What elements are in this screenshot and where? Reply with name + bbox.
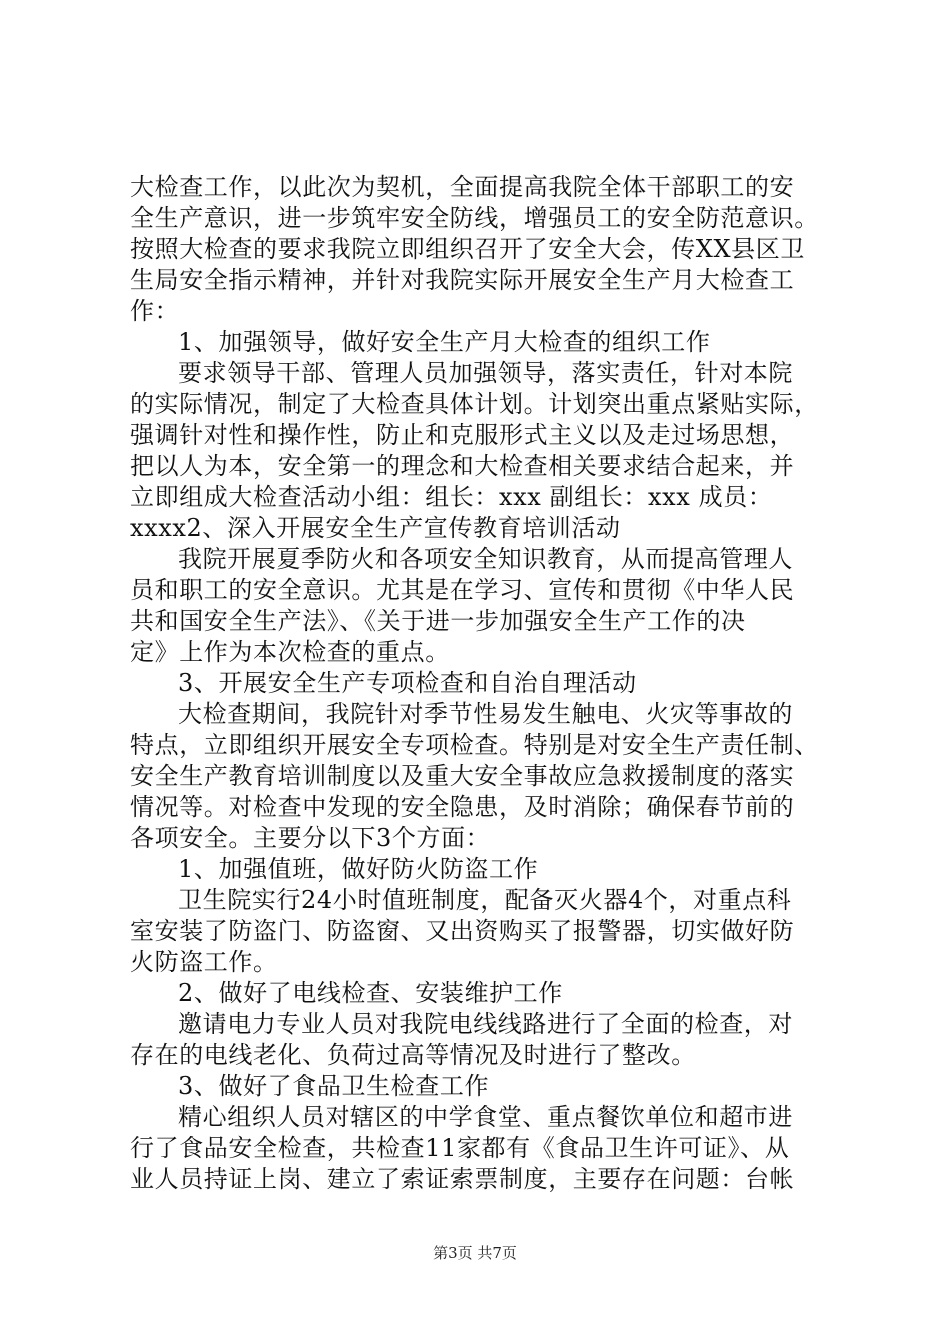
text-line: 全生产意识，进一步筑牢安全防线，增强员工的安全防范意识。 — [130, 204, 819, 232]
text-line: 要求领导干部、管理人员加强领导，落实责任，针对本院 — [178, 359, 793, 387]
text-line: 1、加强值班，做好防火防盗工作 — [178, 855, 539, 883]
text-line: 作： — [130, 297, 180, 325]
text-line: 立即组成大检查活动小组：组长：xxx 副组长：xxx 成员： — [130, 483, 773, 511]
text-line: 1、加强领导，做好安全生产月大检查的组织工作 — [178, 328, 711, 356]
page-footer: 第3页 共7页 — [433, 1244, 517, 1262]
text-line: 安全生产教育培训制度以及重大安全事故应急救援制度的落实 — [130, 762, 795, 790]
text-line: 大检查期间，我院针对季节性易发生触电、火灾等事故的 — [178, 700, 793, 728]
text-line: 强调针对性和操作性，防止和克服形式主义以及走过场思想， — [130, 421, 795, 449]
text-line: 共和国安全生产法》、《关于进一步加强安全生产工作的决 — [130, 607, 746, 635]
document-body — [130, 172, 830, 1195]
text-line: 生局安全指示精神，并针对我院实际开展安全生产月大检查工 — [130, 266, 795, 294]
text-line: 行了食品安全检查，共检查11家都有《食品卫生许可证》、从 — [130, 1134, 790, 1162]
text-line: 业人员持证上岗、建立了索证索票制度，主要存在问题：台帐 — [130, 1165, 795, 1193]
text-line: xxxx2、深入开展安全生产宣传教育培训活动 — [130, 514, 621, 542]
text-line: 按照大检查的要求我院立即组织召开了安全大会，传XX县区卫 — [130, 235, 805, 263]
text-line: 卫生院实行24小时值班制度，配备灭火器4个，对重点科 — [178, 886, 792, 914]
text-line: 各项安全。主要分以下3个方面： — [130, 824, 491, 852]
text-line: 精心组织人员对辖区的中学食堂、重点餐饮单位和超市进 — [178, 1103, 793, 1131]
text-line: 把以人为本，安全第一的理念和大检查相关要求结合起来，并 — [130, 452, 795, 480]
text-line: 情况等。对检查中发现的安全隐患，及时消除；确保春节前的 — [130, 793, 795, 821]
text-line: 特点，立即组织开展安全专项检查。特别是对安全生产责任制、 — [130, 731, 819, 759]
text-line: 室安装了防盗门、防盗窗、又出资购买了报警器，切实做好防 — [130, 917, 795, 945]
text-line: 定》上作为本次检查的重点。 — [130, 638, 450, 666]
text-line: 大检查工作，以此次为契机，全面提高我院全体干部职工的安 — [130, 173, 795, 201]
text-line: 邀请电力专业人员对我院电线线路进行了全面的检查，对 — [178, 1010, 793, 1038]
text-line: 的实际情况，制定了大检查具体计划。计划突出重点紧贴实际， — [130, 390, 819, 418]
text-line: 员和职工的安全意识。尤其是在学习、宣传和贯彻《中华人民 — [130, 576, 795, 604]
text-line: 3、开展安全生产专项检查和自治自理活动 — [178, 669, 637, 697]
text-line: 2、做好了电线检查、安装维护工作 — [178, 979, 563, 1007]
text-line: 3、做好了食品卫生检查工作 — [178, 1072, 490, 1100]
text-line: 存在的电线老化、负荷过高等情况及时进行了整改。 — [130, 1041, 696, 1069]
text-line: 我院开展夏季防火和各项安全知识教育，从而提高管理人 — [178, 545, 793, 573]
text-line: 火防盗工作。 — [130, 948, 278, 976]
